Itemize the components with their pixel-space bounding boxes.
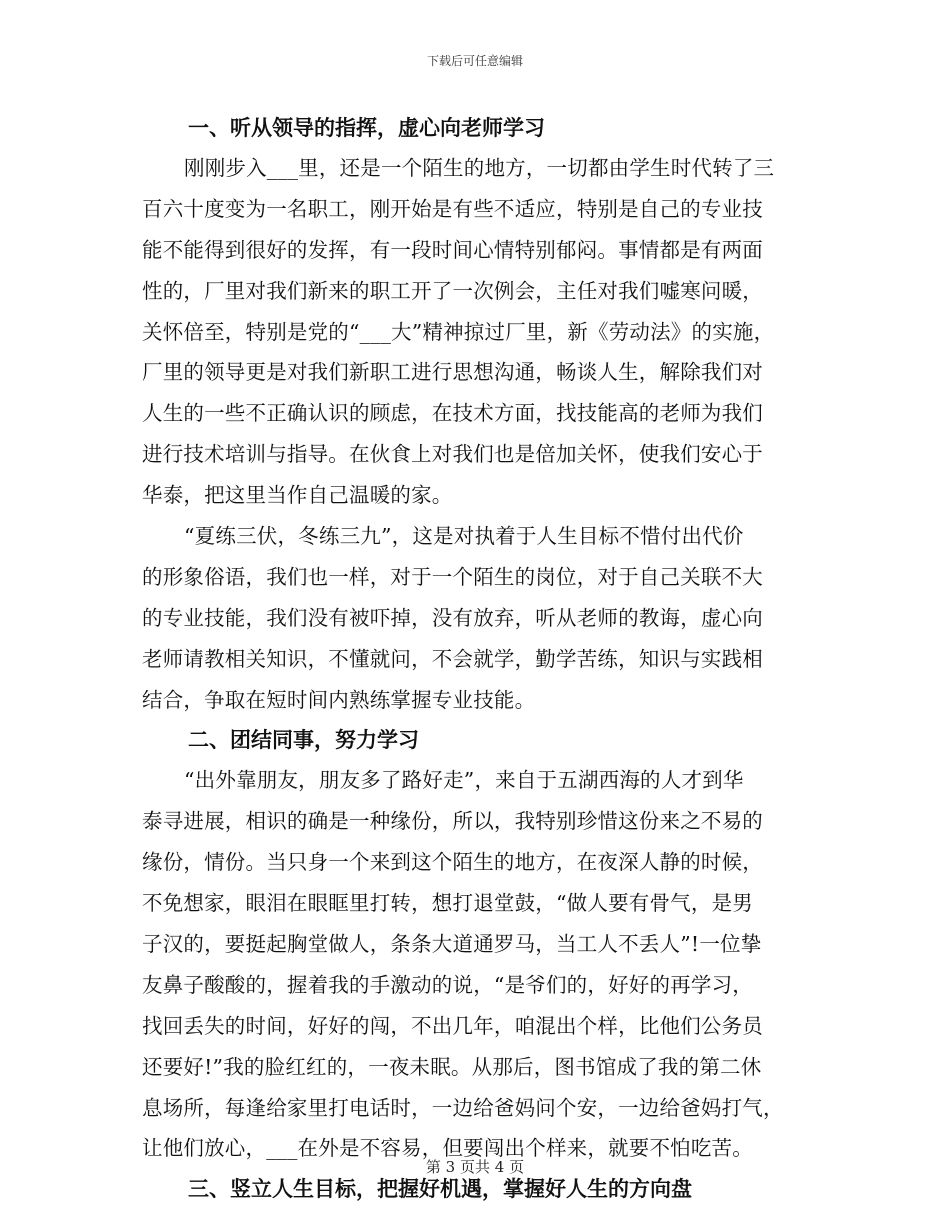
text-line: 缘份，情份。当只身一个来到这个陌生的地方，在夜深人静的时候，	[142, 850, 763, 875]
text-line: “出外靠朋友，朋友多了路好走”，来自于五湖西海的人才到华	[184, 768, 744, 793]
text-line: 厂里的领导更是对我们新职工进行思想沟通，畅谈人生，解除我们对	[142, 360, 763, 385]
section-heading-2: 二、团结同事，努力学习	[188, 728, 419, 753]
paragraph	[142, 760, 814, 1169]
text-line: 人生的一些不正确认识的顾虑，在技术方面，找技能高的老师为我们	[142, 401, 763, 426]
text-line: 性的，厂里对我们新来的职工开了一次例会，主任对我们嘘寒问暖，	[142, 278, 763, 303]
text-line: 结合，争取在短时间内熟练掌握专业技能。	[142, 687, 536, 712]
text-line: 进行技术培训与指导。在伙食上对我们也是倍加关怀，使我们安心于	[142, 442, 763, 467]
page-header: 下载后可任意编辑	[426, 54, 523, 68]
text-line: 子汉的，要挺起胸堂做人，条条大道通罗马，当工人不丢人”!一位挚	[142, 932, 762, 957]
text-line: “夏练三伏，冬练三九”，这是对执着于人生目标不惜付出代价	[184, 524, 744, 549]
text-line: 找回丢失的时间，好好的闯，不出几年，咱混出个样，比他们公务员	[142, 1013, 763, 1038]
text-line: 百六十度变为一名职工，刚开始是有些不适应，特别是自己的专业技	[142, 196, 763, 221]
text-line: 的形象俗语，我们也一样，对于一个陌生的岗位，对于自己关联不大	[142, 564, 763, 589]
section-heading-1: 一、听从领导的指挥，虚心向老师学习	[188, 116, 545, 140]
text-line: 刚刚步入___里，还是一个陌生的地方，一切都由学生时代转了三	[184, 156, 775, 180]
text-line: 还要好!”我的脸红红的，一夜未眠。从那后，图书馆成了我的第二休	[142, 1054, 762, 1079]
text-line: 的专业技能，我们没有被吓掉，没有放弃，听从老师的教诲，虚心向	[142, 605, 763, 630]
text-line: 能不能得到很好的发挥，有一段时间心情特别郁闷。事情都是有两面	[142, 237, 763, 262]
text-line: 泰寻进展，相识的确是一种缘份，所以，我特别珍惜这份来之不易的	[142, 809, 763, 834]
page-footer: 第 3 页共 4 页	[425, 1158, 525, 1176]
text-line: 华泰，把这里当作自己温暖的家。	[142, 483, 453, 508]
text-line: 不免想家，眼泪在眼眶里打转，想打退堂鼓，“做人要有骨气，是男	[142, 891, 753, 916]
text-line: 让他们放心，___在外是不容易，但要闯出个样来，就要不怕吃苦。	[142, 1136, 753, 1161]
document-body	[142, 108, 814, 1209]
text-line: 友鼻子酸酸的，握着我的手激动的说，“是爷们的，好好的再学习，	[142, 972, 753, 997]
paragraph	[142, 516, 814, 720]
text-line: 息场所，每逢给家里打电话时，一边给爸妈问个安，一边给爸妈打气，	[142, 1095, 784, 1120]
section-heading-3: 三、竖立人生目标，把握好机遇，掌握好人生的方向盘	[188, 1177, 692, 1202]
paragraph	[142, 148, 814, 516]
text-line: 老师请教相关知识，不懂就问，不会就学，勤学苦练，知识与实践相	[142, 646, 763, 671]
text-line: 关怀倍至，特别是党的“___大”精神掠过厂里，新《劳动法》的实施，	[142, 319, 775, 344]
